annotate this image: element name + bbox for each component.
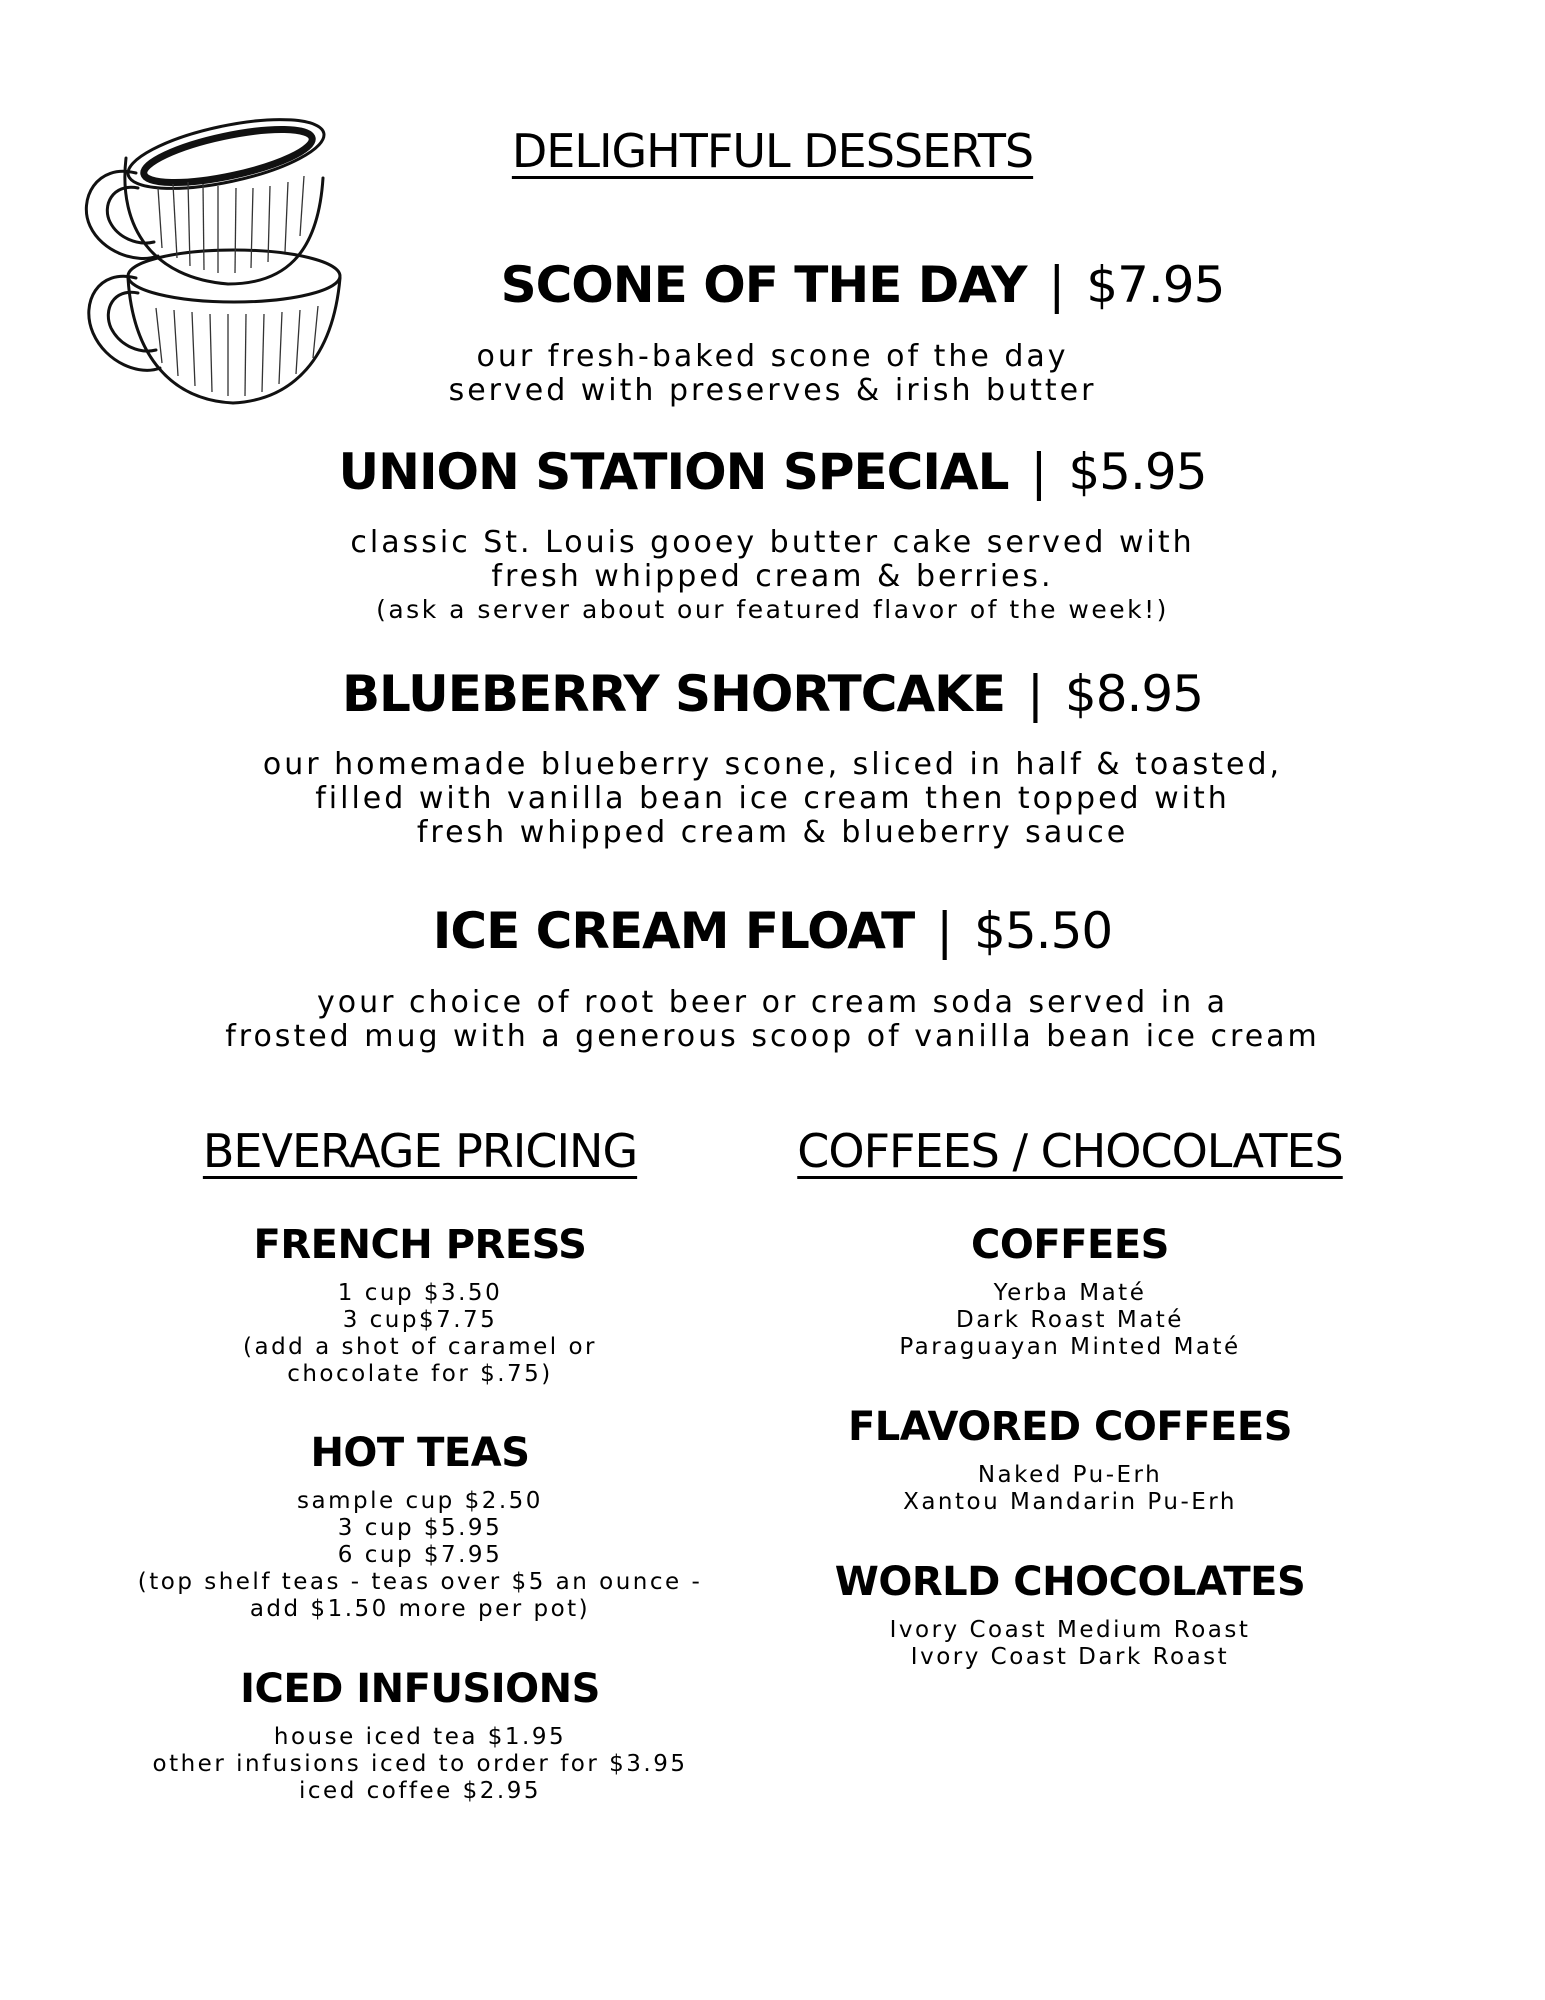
coffee-group <box>740 1404 1400 1516</box>
group-line: (top shelf teas - teas over $5 an ounce - <box>137 1569 703 1595</box>
group-line: Xantou Mandarin Pu-Erh <box>903 1489 1237 1515</box>
beverage-section <box>120 1124 720 1178</box>
item-title <box>0 902 1545 960</box>
beverage-group <box>120 1430 720 1623</box>
dessert-item <box>0 443 1545 501</box>
item-name: ICE CREAM FLOAT <box>432 902 915 960</box>
group-line: sample cup $2.50 <box>297 1488 543 1514</box>
item-price: $8.95 <box>1064 665 1204 723</box>
group-line: add $1.50 more per pot) <box>249 1596 591 1622</box>
group-line: Ivory Coast Dark Roast <box>910 1644 1230 1670</box>
group-line: Paraguayan Minted Maté <box>899 1334 1241 1360</box>
group-line: other infusions iced to order for $3.95 <box>152 1751 688 1777</box>
desserts-heading: DELIGHTFUL DESSERTS <box>511 124 1034 178</box>
item-name: BLUEBERRY SHORTCAKE <box>341 665 1006 723</box>
group-title: COFFEES <box>971 1222 1169 1268</box>
price-separator: | <box>1027 665 1043 723</box>
beverage-group <box>120 1666 720 1805</box>
coffees-heading: COFFEES / CHOCOLATES <box>797 1124 1343 1178</box>
group-title: FRENCH PRESS <box>253 1222 587 1268</box>
group-line: house iced tea $1.95 <box>273 1724 567 1750</box>
group-line: Dark Roast Maté <box>956 1307 1184 1333</box>
beverage-group <box>120 1222 720 1388</box>
coffees-section <box>740 1124 1400 1178</box>
item-price: $7.95 <box>1086 256 1225 314</box>
group-line: 3 cup $5.95 <box>337 1515 503 1541</box>
price-separator: | <box>1048 256 1065 314</box>
description-line: fresh whipped cream & blueberry sauce <box>416 815 1129 850</box>
desserts-section <box>0 124 1545 178</box>
description-line: classic St. Louis gooey butter cake served with <box>350 525 1195 560</box>
group-title: ICED INFUSIONS <box>240 1666 600 1712</box>
dessert-item <box>0 665 1545 723</box>
dessert-item <box>90 256 1545 314</box>
dessert-description <box>0 748 1545 850</box>
group-line: iced coffee $2.95 <box>299 1778 541 1804</box>
group-line: 6 cup $7.95 <box>337 1542 503 1568</box>
group-title: HOT TEAS <box>310 1430 530 1476</box>
dessert-item <box>0 902 1545 960</box>
description-line: filled with vanilla bean ice cream then topped with <box>315 781 1230 816</box>
description-note: (ask a server about our featured flavor of the week!) <box>376 595 1169 624</box>
group-line: Yerba Maté <box>993 1280 1147 1306</box>
group-line: Naked Pu-Erh <box>977 1462 1163 1488</box>
item-name: UNION STATION SPECIAL <box>338 443 1009 501</box>
group-line: 1 cup $3.50 <box>337 1280 503 1306</box>
group-line: chocolate for $.75) <box>287 1361 553 1387</box>
group-line: Ivory Coast Medium Roast <box>889 1617 1251 1643</box>
beverage-heading: BEVERAGE PRICING <box>202 1124 638 1178</box>
description-line: your choice of root beer or cream soda served in a <box>316 985 1229 1020</box>
description-line: our homemade blueberry scone, sliced in half & toasted, <box>262 747 1283 782</box>
description-line: served with preserves & irish butter <box>448 373 1097 408</box>
coffee-group <box>740 1559 1400 1671</box>
item-title <box>0 443 1545 501</box>
price-separator: | <box>936 902 953 960</box>
dessert-description <box>0 526 1545 626</box>
group-line: (add a shot of caramel or <box>243 1334 597 1360</box>
dessert-description <box>0 340 1545 408</box>
price-separator: | <box>1030 443 1047 501</box>
item-price: $5.50 <box>974 902 1113 960</box>
item-title <box>90 256 1545 314</box>
coffee-group <box>740 1222 1400 1361</box>
dessert-description <box>0 986 1545 1054</box>
item-name: SCONE OF THE DAY <box>500 256 1027 314</box>
description-line: fresh whipped cream & berries. <box>491 559 1054 594</box>
item-title <box>0 665 1545 723</box>
group-title: WORLD CHOCOLATES <box>834 1559 1306 1605</box>
description-line: our fresh-baked scone of the day <box>476 339 1069 374</box>
item-price: $5.95 <box>1068 443 1207 501</box>
group-title: FLAVORED COFFEES <box>847 1404 1293 1450</box>
description-line: frosted mug with a generous scoop of vanilla bean ice cream <box>225 1019 1320 1054</box>
group-line: 3 cup$7.75 <box>342 1307 498 1333</box>
